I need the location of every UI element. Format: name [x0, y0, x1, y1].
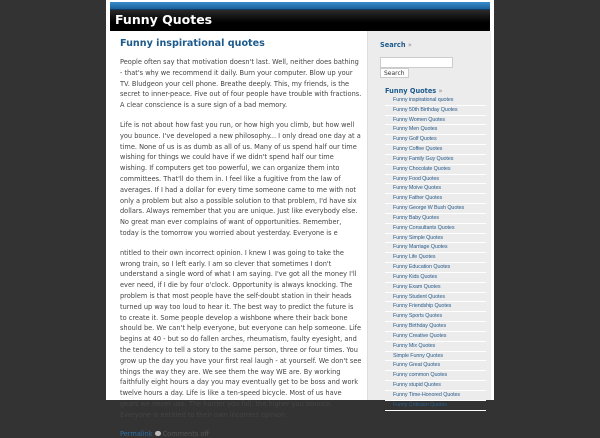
category-link[interactable]: Funny Women Quotes: [385, 116, 486, 126]
category-link[interactable]: Funny Creative Quotes: [385, 332, 486, 342]
sidebar: [367, 31, 491, 408]
category-link[interactable]: Funny Baby Quotes: [385, 214, 486, 224]
category-link[interactable]: Funny Golf Quotes: [385, 135, 486, 145]
category-link[interactable]: Funny inspirational quotes: [385, 96, 486, 106]
post-paragraph: People often say that motivation doesn't last. Well, neither does bathing - that's why we recommend it daily. Burn your computer. Blow up your TV. Bludgeon your cell phone. Breathe deeply. This, my friends, is the secret to inner-peace. Five out of four people have trouble with fractions. A clear conscience is a sure sign of a bad memory.: [120, 58, 362, 110]
category-list: [385, 96, 486, 411]
site-title[interactable]: Funny Quotes: [115, 12, 213, 27]
post-paragraph: ntitled to their own incorrect opinion. I knew I was going to take the wrong train, so I left early. I am so clever that sometimes I don't understand a single word of what I am saying. I've got all the money I'll ever need, if I die by four o'clock. Opportunity is always knocking. The problem is that most people have the self-doubt station in their heads turned up way too loud to hear it. The best way to predict the future is to create it. Some people develop a wishbone where their back bone should be. We can't help everyone, but everyone can help someone. Life begins at 40 - but so do fallen arches, rheumatism, faulty eyesight, and the tendency to tell a story to the same person, three or four times. You grow up the day you have your first real laugh - at yourself. We don't see things the way they are. We see them the way WE are. By working faithfully eight hours a day you may eventually get to be boss and work twelve hours a day. Life is like a ten-speed bicycle. Most of us have gears we never use. The harder you fall, the higher you bounce. Everyone is entitled to their own incorrect opinion.: [120, 248, 362, 419]
search-widget-title: Search »: [380, 41, 412, 49]
post-meta: [120, 430, 362, 438]
comment-icon: [155, 431, 161, 436]
post-paragraph: Life is not about how fast you run, or how high you climb, but how well you bounce. I've developed a new philosophy... I only dread one day at a time. None of us is as dumb as all of us. Many of us spend half our time wishing for things we could have if we didn't spend half our time wishing. If computers get too powerful, we can organize them into committees. That'll do them in. I feel like a fugitive from the law of averages. If I had a dollar for every time someone came to me with not only a problem but also a possible solution to that problem, I'd have six dollars. Always remember that you are unique. Just like everybody else. No great man ever complains of want of opportunities. Remember, today is the tomorrow you worried about yesterday. Everyone is e: [120, 120, 361, 237]
category-link[interactable]: Funny Simple Quotes: [385, 234, 486, 244]
category-link[interactable]: Funny Time-Honored Quotes: [385, 391, 486, 401]
category-link[interactable]: Funny Chocolate Quotes: [385, 165, 486, 175]
category-link[interactable]: Funny Exam Quotes: [385, 283, 486, 293]
category-link[interactable]: Funny Food Quotes: [385, 175, 486, 185]
category-link[interactable]: Funny Marriage Quotes: [385, 243, 486, 253]
category-link[interactable]: Funny Education Quotes: [385, 263, 486, 273]
category-link[interactable]: Funny Family Guy Quotes: [385, 155, 486, 165]
header: [110, 10, 490, 31]
category-link[interactable]: Funny Father Quotes: [385, 194, 486, 204]
post-title[interactable]: Funny inspirational quotes: [120, 38, 265, 49]
category-link[interactable]: Funny Men Quotes: [385, 125, 486, 135]
arrow-icon: »: [438, 87, 443, 95]
top-stripe: [110, 2, 490, 10]
search-button[interactable]: Search: [380, 68, 409, 78]
category-link[interactable]: Funny Kids Quotes: [385, 273, 486, 283]
category-link[interactable]: Funny Friendship Quotes: [385, 302, 486, 312]
category-link[interactable]: Funny Birthday Quotes: [385, 322, 486, 332]
category-link[interactable]: Funny 50th Birthday Quotes: [385, 106, 486, 116]
category-link[interactable]: Funny Criticism Quotes: [385, 401, 486, 411]
category-link[interactable]: Funny Mix Quotes: [385, 342, 486, 352]
category-link[interactable]: Funny Student Quotes: [385, 293, 486, 303]
arrow-icon: »: [407, 41, 412, 49]
category-link[interactable]: Funny Sports Quotes: [385, 312, 486, 322]
category-link[interactable]: Funny Moive Quotes: [385, 184, 486, 194]
category-link[interactable]: Funny stupid Quotes: [385, 381, 486, 391]
category-link[interactable]: Simple Funny Quotes: [385, 352, 486, 362]
permalink-link[interactable]: Permalink: [120, 429, 153, 438]
category-link[interactable]: Funny Consultants Quotes: [385, 224, 486, 234]
post: [120, 38, 362, 438]
category-link[interactable]: Funny Coffee Quotes: [385, 145, 486, 155]
category-link[interactable]: Funny common Quotes: [385, 371, 486, 381]
search-input[interactable]: [380, 57, 453, 68]
category-link[interactable]: Funny Great Quotes: [385, 361, 486, 371]
category-link[interactable]: Funny Life Quotes: [385, 253, 486, 263]
category-title[interactable]: Funny Quotes »: [385, 87, 443, 95]
category-link[interactable]: Funny George W Bush Quotes: [385, 204, 486, 214]
comments-status: Comments off: [162, 429, 209, 438]
